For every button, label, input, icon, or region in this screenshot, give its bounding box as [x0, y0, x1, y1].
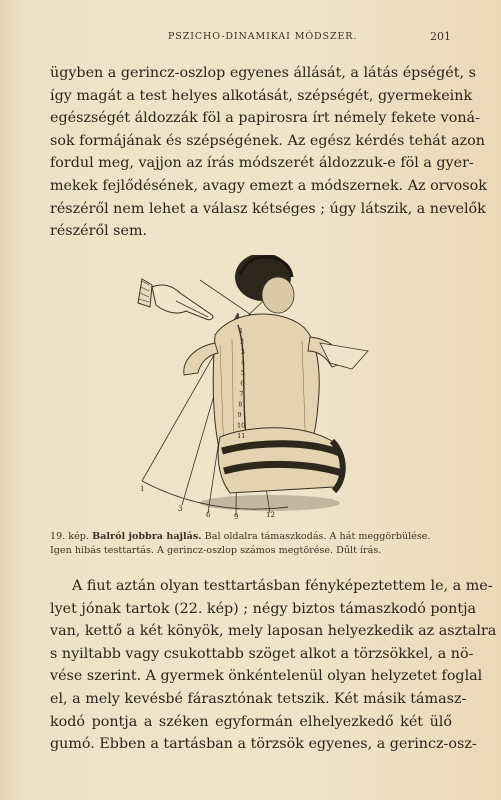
- paragraph-1: [50, 62, 487, 243]
- spine-number-label: 5: [240, 369, 245, 377]
- spine-number-label: 10: [237, 421, 246, 430]
- child-head-illustration: [235, 255, 294, 313]
- text-line: egészségét áldozzák föl a papirosra írt némely fekete voná-: [50, 110, 480, 127]
- spine-number-label: 3: [240, 348, 245, 356]
- paragraph-2: [50, 575, 497, 756]
- caption-line-1: [50, 530, 452, 544]
- running-header: [0, 31, 501, 45]
- text-line: el, a mely kevésbé fárasztónak tetszik. Két másik támasz-: [50, 690, 467, 707]
- text-line: lyet jónak tartok (22. kép) ; négy biztos támaszkodó pontja: [50, 600, 477, 617]
- figure-engraving-child-posture: [120, 255, 410, 525]
- spine-number-label: 11: [237, 432, 246, 440]
- spine-number-label: 9: [237, 411, 242, 419]
- text-line: kodó pontja a széken egyformán elhelyezkedő két ülő: [50, 713, 452, 730]
- caption-description: Bal oldalra támaszkodás. A hát meggörbülése.: [204, 531, 431, 542]
- text-line: sok formájának és szépségének. Az egész kérdés tehát azon: [50, 132, 485, 149]
- text-line: vése szerint. A gyermek önkéntelenül olyan helyzetet foglal: [50, 668, 483, 685]
- arc-label: 1: [140, 485, 145, 493]
- page-number: 201: [430, 30, 451, 43]
- spine-number-label: 7: [239, 390, 244, 398]
- arc-label: 12: [266, 511, 275, 519]
- spine-number-label: 4: [240, 358, 246, 367]
- arc-label: 9: [234, 513, 239, 521]
- caption-figure-label: 19. kép.: [50, 531, 89, 542]
- caption-title: Balról jobbra hajlás.: [92, 531, 202, 542]
- text-line: s nyiltabb vagy csukottabb szöget alkot a törzsökkel, a nö-: [50, 645, 474, 662]
- arc-label: 6: [206, 511, 211, 519]
- figure-caption: [50, 530, 452, 557]
- spine-number-label: 12: [237, 442, 246, 451]
- text-line: gumó. Ebben a tartásban a törzsök egyenes, a gerincz-osz-: [50, 736, 477, 753]
- text-line: részéről nem lehet a válasz kétséges ; úgy látszik, a nevelők: [50, 200, 486, 217]
- spine-number-label: 8: [238, 400, 243, 409]
- text-line: A fiut aztán olyan testtartásban fényképeztettem le, a me-: [72, 578, 493, 594]
- caption-line-2: Igen hibás testtartás. A gerincz-oszlop számos megtörése. Dűlt írás.: [50, 544, 382, 556]
- text-line: fordul meg, vajjon az írás módszerét áldozzuk-e föl a gyer-: [50, 155, 474, 172]
- arc-label: 3: [178, 505, 183, 513]
- text-line: mekek fejlődésének, avagy emezt a módszernek. Az orvosok: [50, 177, 487, 194]
- pointing-hand-illustration: [138, 279, 213, 320]
- running-title: PSZICHO-DINAMIKAI MÓDSZER.: [168, 31, 358, 42]
- text-line: így magát a test helyes alkotását, szépségét, gyermekeink: [50, 87, 473, 104]
- spine-number-label: 6: [240, 379, 245, 388]
- spine-number-label: 1: [239, 327, 244, 335]
- text-line: részéről sem.: [50, 223, 148, 240]
- text-line: ügyben a gerincz-oszlop egyenes állását, a látás épségét, s: [50, 65, 476, 81]
- spine-number-label: 2: [239, 337, 245, 346]
- text-line: van, kettő a két könyök, mely laposan helyezkedik az asztalra: [50, 623, 497, 640]
- child-back-illustration: [184, 314, 368, 511]
